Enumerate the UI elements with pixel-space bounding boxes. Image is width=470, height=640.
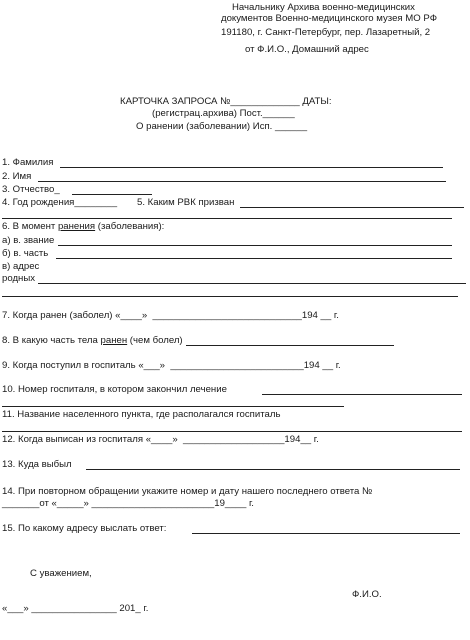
closing-regards: С уважением, [30, 568, 92, 579]
question-11-line[interactable] [2, 431, 462, 432]
question-8-line[interactable] [186, 345, 394, 346]
form-subtitle-1: (регистрац.архива) Пост.______ [152, 108, 295, 119]
sender-info: от Ф.И.О., Домашний адрес [245, 44, 369, 55]
field-patronymic-label: 3. Отчество_ [2, 184, 60, 195]
question-13-line[interactable] [86, 469, 460, 470]
field-rvk-line[interactable] [240, 207, 464, 208]
signature-fio: Ф.И.О. [352, 589, 382, 600]
form-subtitle-2: О ранении (заболевании) Исп. ______ [136, 121, 308, 132]
field-relatives-label: родных [2, 273, 36, 284]
field-birth-year-label: 4. Год рождения________ [2, 197, 118, 208]
question-13: 13. Куда выбыл [2, 459, 72, 470]
question-10: 10. Номер госпиталя, в котором закончил лечение [2, 384, 227, 395]
field-surname-label: 1. Фамилия [2, 157, 54, 168]
question-15: 15. По какому адресу выслать ответ: [2, 523, 167, 534]
form-title: КАРТОЧКА ЗАПРОСА №_____________ ДАТЫ: [120, 96, 332, 107]
field-relatives-line-2[interactable] [2, 296, 458, 297]
question-7: 7. Когда ранен (заболел) «____» ____________________________194 __ г. [2, 310, 339, 321]
question-12: 12. Когда выписан из госпиталя «____» ___________________194__ г. [2, 434, 319, 445]
question-11: 11. Название населенного пункта, где располагался госпиталь [2, 409, 281, 420]
footer-date: «___» ________________ 201_ г. [2, 603, 149, 614]
field-surname-line[interactable] [60, 167, 443, 168]
field-unit-line[interactable] [56, 258, 452, 259]
question-9: 9. Когда поступил в госпиталь «___» _________________________194 __ г. [2, 360, 341, 371]
question-10-line-2[interactable] [2, 406, 344, 407]
question-14: 14. При повторном обращении укажите номер и дату нашего последнего ответа № [2, 486, 373, 497]
addressee-line-3: 191180, г. Санкт-Петербург, пер. Лазаретный, 2 [221, 27, 431, 38]
field-rvk-label: 5. Каким РВК призван [137, 197, 235, 208]
question-15-line[interactable] [192, 533, 460, 534]
field-name-label: 2. Имя [2, 171, 32, 182]
field-address-label: в) адрес [2, 261, 40, 272]
field-relatives-line[interactable] [38, 283, 466, 284]
field-rvk-line-2[interactable] [2, 218, 452, 219]
question-14-answer: _______от «_____» _______________________19____ г. [2, 498, 254, 509]
question-10-line[interactable] [262, 394, 462, 395]
field-unit-label: б) в. часть [2, 248, 49, 259]
field-rank-label: а) в. звание [2, 235, 55, 246]
field-rank-line[interactable] [58, 245, 452, 246]
addressee-line-2: документов Военно-медицинского музея МО РФ [221, 13, 437, 24]
section-6-heading: 6. В момент ранения (заболевания): [2, 221, 165, 232]
field-patronymic-line[interactable] [72, 194, 152, 195]
question-8: 8. В какую часть тела ранен (чем болел) [2, 335, 183, 346]
addressee-line-1: Начальнику Архива военно-медицинских [232, 2, 415, 13]
field-name-line[interactable] [38, 181, 446, 182]
